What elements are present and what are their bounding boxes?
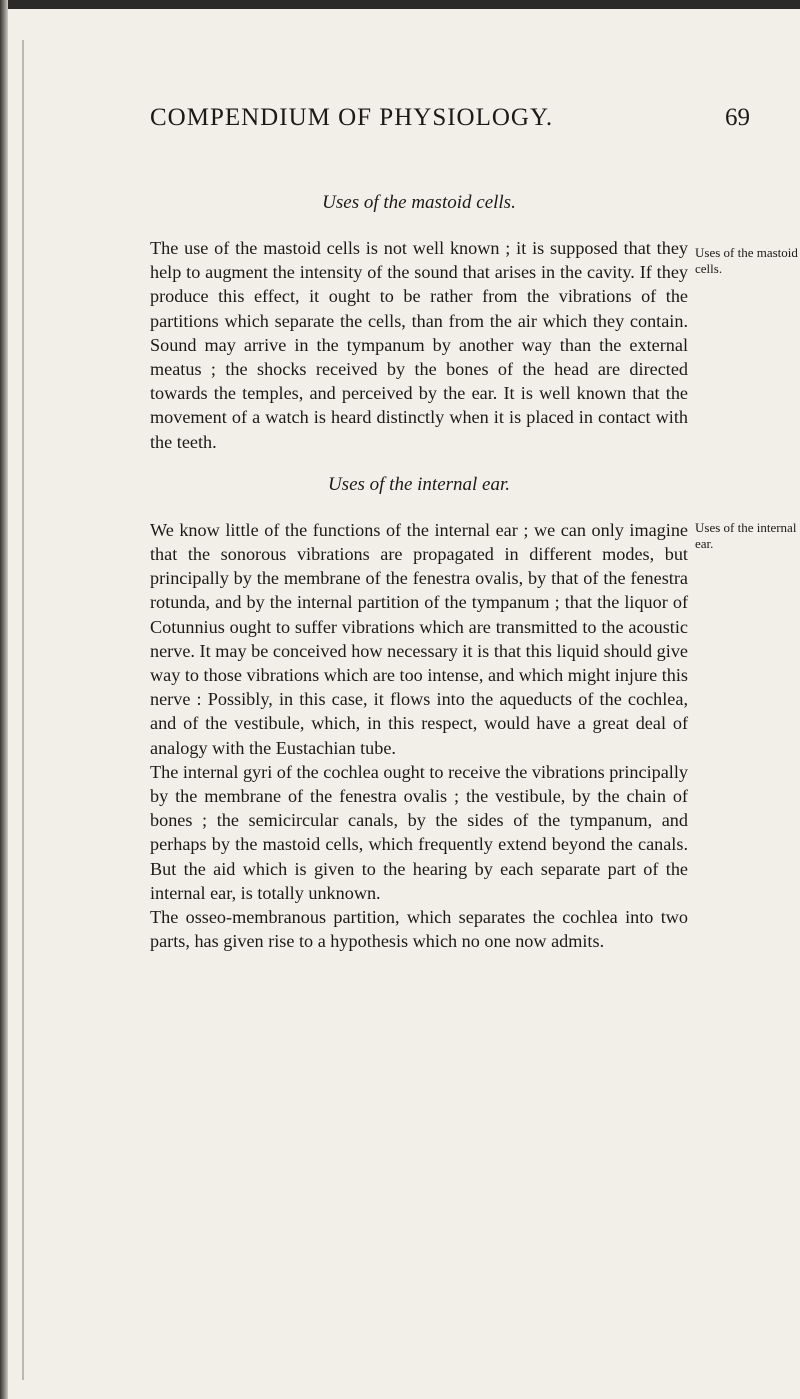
paragraph: The use of the mastoid cells is not well known ; it is supposed that they help to augment the intensity of the sound that arises in the cavity. If they produce this effect, it ought to be rather from the vibrations of the partitions which separate the cells, than from the air which they contain. Sound may arrive in the tympanum by another way than the external meatus ; the shocks received by the bones of the head are directed towards the temples, and perceived by the ear. It is well known that the movement of a watch is heard distinctly when it is placed in contact with the teeth. (150, 238, 688, 452)
binding-edge (0, 0, 8, 1399)
marginal-note: Uses of the internal ear. (695, 519, 797, 551)
binding-shadow-line (22, 40, 24, 1380)
page-header (150, 100, 750, 140)
page-body (150, 190, 798, 953)
section-heading: Uses of the mastoid cells. (322, 192, 516, 213)
section-mastoid-cells (150, 190, 798, 454)
section-internal-ear (150, 472, 797, 954)
section-heading: Uses of the internal ear. (327, 473, 511, 495)
page-top-edge (0, 0, 800, 9)
paragraph: We know little of the functions of the internal ear ; we can only imagine that the sonorous vibrations are propagated in different modes, but principally by the membrane of the fenestra ovalis, by that of the fenestra rotunda, and by the internal partition of the tympanum ; that the liquor of Cotunnius ought to suffer vibrations which are transmitted to the acoustic nerve. It may be conceived how necessary it is that this liquid should give way to those vibrations which are too intense, and which might injure this nerve : Possibly, in this case, it flows into the aqueducts of the cochlea, and of the vestibule, which, in this respect, would have a great deal of analogy with the Eustachian tube. (150, 519, 688, 758)
running-title: COMPENDIUM OF PHYSIOLOGY. (150, 104, 554, 131)
marginal-note: Uses of the mastoid cells. (695, 245, 798, 276)
page-number: 69 (725, 104, 750, 131)
paragraph: The internal gyri of the cochlea ought to receive the vibrations principally by the membrane of the fenestra ovalis ; the vestibule, by the chain of bones ; the semicircular canals, by the sides of the tympanum, and perhaps by the mastoid cells, which frequently extend beyond the canals. But the aid which is given to the hearing by each separate part of the internal ear, is totally unknown. (150, 761, 688, 903)
paragraph: The osseo-membranous partition, which separates the cochlea into two parts, has given rise to a hypothesis which no one now admits. (150, 907, 688, 952)
